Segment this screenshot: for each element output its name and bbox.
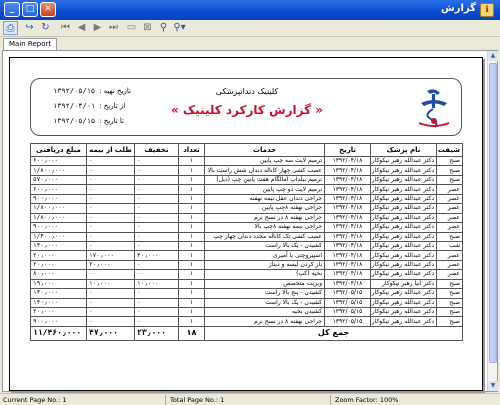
col-services: خدمات	[205, 144, 325, 157]
cell-count: ۱	[179, 279, 205, 288]
cell-shift: شب	[437, 241, 463, 250]
cell-date: ۱۳۹۲/۰۴/۱۸	[325, 260, 371, 269]
cell-count: ۱	[179, 260, 205, 269]
cell-insurance: ۰	[87, 232, 135, 241]
cell-doctor: دکتر عبدالله رهبر نیکوکار	[371, 232, 437, 241]
cell-doctor: دکتر عبدالله رهبر نیکوکار	[371, 317, 437, 326]
cell-received: ۹۰۰٫۰۰۰	[31, 194, 87, 203]
cell-discount: ۰	[135, 223, 179, 232]
totals-label: جمع کل	[205, 326, 463, 340]
cell-shift: عصر	[437, 223, 463, 232]
cell-date: ۱۳۹۲/۰۴/۱۸	[325, 232, 371, 241]
cell-date: ۱۳۹۲/۰۴/۱۸	[325, 166, 371, 175]
table-row	[31, 213, 463, 222]
col-received: مبلغ دریافتی	[31, 144, 87, 157]
total-count: ۱۸	[179, 326, 205, 340]
first-page-icon[interactable]: ⏮	[61, 22, 70, 33]
cell-doctor: دکتر عبدالله رهبر نیکوکار	[371, 241, 437, 250]
cell-insurance: ۰	[87, 289, 135, 298]
cell-doctor: دکتر عبدالله رهبر نیکوکار	[371, 260, 437, 269]
cell-count: ۱	[179, 241, 205, 250]
table-row	[31, 251, 463, 260]
total-discount: ۲۳٫۰۰۰	[135, 326, 179, 340]
cell-insurance: ۰	[87, 298, 135, 307]
cell-services: عصب کشی چهار کاناله دندان شش راست بالا	[205, 166, 325, 175]
table-row	[31, 279, 463, 288]
window-controls	[4, 2, 56, 17]
cell-doctor: دکتر عبدالله رهبر نیکوکار	[371, 251, 437, 260]
total-page-status: Total Page No.: 1	[170, 396, 225, 404]
cell-services: جراحی نهفته ۸ در نسج نرم	[205, 317, 325, 326]
col-insurance: طلب از بیمه	[87, 144, 135, 157]
from-date: از تاریخ :۱۳۹۲/۰۴/۰۱	[53, 102, 126, 110]
cell-date: ۱۳۹۲/۰۴/۱۸	[325, 175, 371, 184]
app-icon: ℹ	[480, 3, 494, 17]
report-title: « گزارش کارکرد کلینیک »	[170, 103, 324, 117]
table-row	[31, 185, 463, 194]
search-icon[interactable]: ⚲	[159, 22, 168, 33]
cell-received: ۲۰٫۰۰۰	[31, 260, 87, 269]
cell-discount: ۰	[135, 298, 179, 307]
cell-shift: صبح	[437, 175, 463, 184]
cell-discount: ۰	[135, 157, 179, 166]
cell-received: ۸۰٫۰۰۰	[31, 270, 87, 279]
cell-discount: ۰	[135, 241, 179, 250]
cell-discount: ۰	[135, 308, 179, 317]
report-header	[30, 78, 462, 136]
previous-page-icon[interactable]: ◀	[77, 22, 86, 33]
cell-insurance: ۲۰٫۰۰۰	[87, 260, 135, 269]
cell-discount: ۰	[135, 194, 179, 203]
cell-date: ۱۳۹۲/۰۴/۱۸	[325, 279, 371, 288]
tab-bar	[0, 37, 500, 50]
cell-services: ویزیت متخصص	[205, 279, 325, 288]
totals-row	[31, 326, 463, 340]
cell-date: ۱۳۹۲/۰۴/۱۸	[325, 270, 371, 279]
cell-insurance: ۰	[87, 213, 135, 222]
cell-date: ۱۳۹۲/۰۴/۱۸	[325, 223, 371, 232]
cell-services: جراحی نهفته ۸ در نسج نرم	[205, 213, 325, 222]
cell-count: ۱	[179, 308, 205, 317]
cell-received: ۶۰۰٫۰۰۰	[31, 185, 87, 194]
cell-discount: ۰	[135, 213, 179, 222]
cell-count: ۱	[179, 251, 205, 260]
cell-shift: صبح	[437, 157, 463, 166]
export-icon[interactable]: ↪	[25, 22, 34, 33]
cell-discount: ۳۰٫۰۰۰	[135, 251, 179, 260]
cell-insurance: ۱۷۰٫۰۰۰	[87, 251, 135, 260]
cell-shift: صبح	[437, 308, 463, 317]
cell-received: ۱۴۰٫۰۰۰	[31, 241, 87, 250]
cell-count: ۱	[179, 175, 205, 184]
cell-count: ۱	[179, 204, 205, 213]
cell-doctor: دکتر عبدالله رهبر نیکوکار	[371, 175, 437, 184]
zoom-icon[interactable]: ⚲▾	[173, 22, 186, 33]
table-row	[31, 194, 463, 203]
cell-insurance: ۱۰٫۰۰۰	[87, 279, 135, 288]
cell-received: ۵۷۰٫۰۰۰	[31, 175, 87, 184]
table-header-row	[31, 144, 463, 157]
table-row	[31, 166, 463, 175]
table-row	[31, 308, 463, 317]
cell-date: ۱۳۹۲/۰۴/۱۸	[325, 185, 371, 194]
cell-doctor: دکتر عبدالله رهبر نیکوکار	[371, 166, 437, 175]
cell-discount: ۰	[135, 260, 179, 269]
table-row	[31, 157, 463, 166]
cell-date: ۱۳۹۲/۰۵/۱۵	[325, 317, 371, 326]
cell-date: ۱۳۹۲/۰۴/۱۸	[325, 213, 371, 222]
cell-received: ۲۰٫۰۰۰	[31, 251, 87, 260]
cell-insurance: ۰	[87, 270, 135, 279]
cell-insurance: ۰	[87, 241, 135, 250]
cell-received: ۹۰۰٫۰۰۰	[31, 317, 87, 326]
scroll-down-icon[interactable]: ▼	[488, 381, 498, 391]
cell-shift: صبح	[437, 166, 463, 175]
to-date: تا تاریخ :۱۳۹۲/۰۵/۱۵	[53, 117, 124, 125]
cell-date: ۱۳۹۲/۰۴/۱۸	[325, 204, 371, 213]
cell-discount: ۰	[135, 185, 179, 194]
vertical-scrollbar[interactable]	[487, 51, 497, 391]
cell-date: ۱۳۹۲/۰۴/۱۸	[325, 194, 371, 203]
cell-shift: صبح	[437, 232, 463, 241]
cell-doctor: دکتر عبدالله رهبر نیکوکار	[371, 185, 437, 194]
cell-count: ۱	[179, 194, 205, 203]
cell-shift: عصر	[437, 204, 463, 213]
col-count: تعداد	[179, 144, 205, 157]
cell-insurance: ۰	[87, 166, 135, 175]
page-setup-icon[interactable]: ▭	[126, 22, 137, 33]
scroll-thumb[interactable]	[489, 63, 497, 363]
cell-doctor: دکتر عبدالله رهبر نیکوکار	[371, 213, 437, 222]
cell-count: ۱	[179, 289, 205, 298]
cell-date: ۱۳۹۲/۰۵/۱۵	[325, 289, 371, 298]
report-page	[9, 57, 483, 391]
cell-shift: عصر	[437, 185, 463, 194]
col-shift: شیفت	[437, 144, 463, 157]
cell-doctor: دکتر عبدالله رهبر نیکوکار	[371, 194, 437, 203]
cell-received: ۱/۸۰۰٫۰۰۰	[31, 204, 87, 213]
title-bar	[0, 0, 500, 20]
last-page-icon[interactable]: ⏭	[109, 22, 118, 33]
cell-services: اسپیروچتی یا آمپری	[205, 251, 325, 260]
maximize-button[interactable]: □	[22, 2, 38, 17]
cell-shift: صبح	[437, 317, 463, 326]
table-row	[31, 232, 463, 241]
print-date: تاریخ تهیه :۱۳۹۲/۰۵/۱۵	[53, 87, 131, 95]
cell-doctor: دکتر عبدالله رهبر نیکوکار	[371, 204, 437, 213]
cell-discount: ۰	[135, 232, 179, 241]
cell-services: ترمیم بیلدآپ آمالگام هفت پایین چپ (ذیل)	[205, 175, 325, 184]
cell-insurance: ۰	[87, 204, 135, 213]
cell-doctor: دکتر عبدالله رهبر نیکوکار	[371, 223, 437, 232]
table-row	[31, 204, 463, 213]
cell-shift: عصر	[437, 260, 463, 269]
cell-discount: ۰	[135, 204, 179, 213]
total-insurance: ۴۷٫۰۰۰	[87, 326, 135, 340]
cell-date: ۱۳۹۲/۰۴/۱۸	[325, 241, 371, 250]
cell-received: ۱/۸۰۰٫۰۰۰	[31, 213, 87, 222]
table-row	[31, 260, 463, 269]
table-row	[31, 289, 463, 298]
cell-shift: عصر	[437, 194, 463, 203]
status-bar	[0, 393, 500, 405]
scroll-up-icon[interactable]: ▲	[488, 51, 498, 61]
cell-count: ۱	[179, 185, 205, 194]
cell-count: ۱	[179, 317, 205, 326]
cell-services: جراحی نهفته ۸چپ پایین	[205, 204, 325, 213]
cell-insurance: ۰	[87, 175, 135, 184]
report-viewer[interactable]	[2, 50, 498, 392]
refresh-icon[interactable]: ↻	[41, 22, 50, 33]
cell-services: عصب کشی تک کاناله مجدد دندان چهار چپ	[205, 232, 325, 241]
cell-doctor: دکتر عبدالله رهبر نیکوکار	[371, 308, 437, 317]
cell-services: ترمیم لایت دو چپ پایین	[205, 185, 325, 194]
cell-received: ۱۴۰٫۰۰۰	[31, 298, 87, 307]
cell-received: ۹۰۰٫۰۰۰	[31, 223, 87, 232]
tab-main-report[interactable]: Main Report	[3, 38, 57, 50]
minimize-button[interactable]: _	[4, 2, 20, 17]
report-table	[30, 143, 463, 341]
cell-discount: ۰	[135, 270, 179, 279]
cell-discount: ۰	[135, 175, 179, 184]
cell-received: ۲۰٫۰۰۰	[31, 308, 87, 317]
cell-insurance: ۰	[87, 194, 135, 203]
cell-services: جراحی نیمه نهفته ۸چپ بالا	[205, 223, 325, 232]
cell-doctor: دکتر عبدالله رهبر نیکوکار	[371, 270, 437, 279]
cell-discount: ۰	[135, 317, 179, 326]
cell-count: ۱	[179, 232, 205, 241]
cell-services: جراحی دندان عقل نیمه نهفته	[205, 194, 325, 203]
clinic-name: کلینیک دندانپزشکی	[215, 87, 279, 96]
cell-date: ۱۳۹۲/۰۴/۱۸	[325, 157, 371, 166]
cell-services: کشیدن - یک بالا راست	[205, 298, 325, 307]
cell-shift: عصر	[437, 251, 463, 260]
cell-date: ۱۳۹۲/۰۵/۱۵	[325, 308, 371, 317]
cell-received: ۱/۴۰۰٫۰۰۰	[31, 232, 87, 241]
col-doctor: نام پزشک	[371, 144, 437, 157]
cell-insurance: ۰	[87, 157, 135, 166]
report-toolbar	[0, 20, 500, 37]
cancel-icon[interactable]: ⊠	[143, 22, 152, 33]
cell-doctor: دکتر آنیا رهبر نیکوکار	[371, 279, 437, 288]
cell-count: ۱	[179, 223, 205, 232]
current-page-status: Current Page No.: 1	[3, 396, 67, 404]
cell-discount: ۰	[135, 166, 179, 175]
cell-count: ۱	[179, 166, 205, 175]
cell-count: ۱	[179, 270, 205, 279]
cell-date: ۱۳۹۲/۰۵/۱۵	[325, 298, 371, 307]
cell-services: ترمیم لایت سه چپ پایین	[205, 157, 325, 166]
table-row	[31, 317, 463, 326]
cell-services: کشیدن بخیه	[205, 308, 325, 317]
cell-count: ۱	[179, 298, 205, 307]
cell-doctor: دکتر عبدالله رهبر نیکوکار	[371, 157, 437, 166]
col-date: تاریخ	[325, 144, 371, 157]
cell-received: ۶۰۰٫۰۰۰	[31, 157, 87, 166]
cell-discount: ۰	[135, 289, 179, 298]
cell-received: ۱۴۰٫۰۰۰	[31, 289, 87, 298]
cell-insurance: ۰	[87, 308, 135, 317]
cell-received: ۱۹٫۰۰۰	[31, 279, 87, 288]
cell-received: ۱/۸۰۰٫۰۰۰	[31, 166, 87, 175]
cell-shift: صبح	[437, 289, 463, 298]
cell-shift: صبح	[437, 298, 463, 307]
close-button[interactable]: ✕	[40, 2, 56, 17]
print-icon[interactable]: ⎙	[3, 21, 18, 35]
col-discount: تخفیف	[135, 144, 179, 157]
cell-date: ۱۳۹۲/۰۴/۱۸	[325, 251, 371, 260]
window-title: گزارش	[440, 3, 476, 14]
cell-services: بخیه (کپ)	[205, 270, 325, 279]
table-row	[31, 175, 463, 184]
cell-count: ۱	[179, 157, 205, 166]
table-row	[31, 270, 463, 279]
cell-shift: عصر	[437, 213, 463, 222]
cell-shift: صبح	[437, 279, 463, 288]
cell-doctor: دکتر عبدالله رهبر نیکوکار	[371, 298, 437, 307]
table-row	[31, 298, 463, 307]
table-row	[31, 223, 463, 232]
table-row	[31, 241, 463, 250]
cell-services: باز کردن لیسه و دیناژ	[205, 260, 325, 269]
cell-insurance: ۰	[87, 185, 135, 194]
cell-insurance: ۰	[87, 223, 135, 232]
cell-shift: عصر	[437, 270, 463, 279]
cell-services: کشیدن - پنج بالا راست	[205, 289, 325, 298]
cell-doctor: دکتر عبدالله رهبر نیکوکار	[371, 289, 437, 298]
next-page-icon[interactable]: ▶	[93, 22, 102, 33]
cell-insurance: ۰	[87, 317, 135, 326]
total-received: ۱۱/۴۶۰٫۰۰۰	[31, 326, 87, 340]
cell-count: ۱	[179, 213, 205, 222]
zoom-status: Zoom Factor: 100%	[335, 396, 399, 404]
cell-discount: ۱۰٫۰۰۰	[135, 279, 179, 288]
cell-services: کشیدن - یک بالا راست	[205, 241, 325, 250]
